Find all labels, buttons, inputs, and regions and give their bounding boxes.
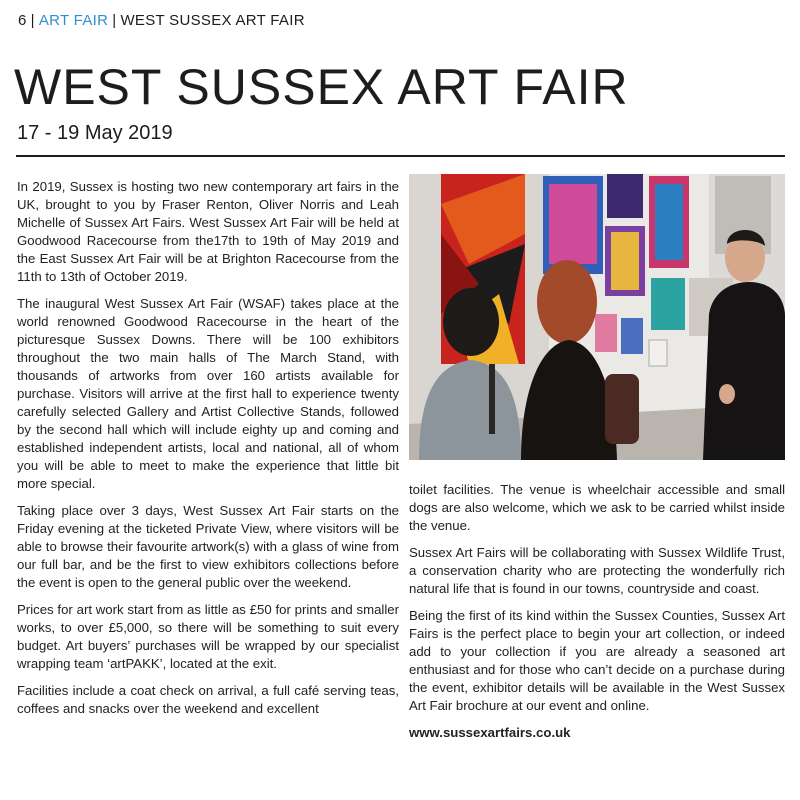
header-separator: | bbox=[30, 12, 35, 29]
paragraph: Taking place over 3 days, West Sussex Art Fair starts on the Friday evening at the ticketed Private View, where visitors will be able to browse their favourite artwork(s) with a glass of wine from our full bar, and be the first to view exhibitors collections before the event is open to the general public over the weekend. bbox=[17, 503, 399, 590]
page-number: 6 bbox=[18, 12, 27, 29]
running-header bbox=[18, 12, 305, 29]
left-column bbox=[17, 178, 399, 727]
title-divider bbox=[16, 155, 785, 157]
article-title: WEST SUSSEX ART FAIR bbox=[14, 59, 629, 115]
website-link[interactable]: www.sussexartfairs.co.uk bbox=[409, 725, 571, 740]
section-label: ART FAIR bbox=[38, 12, 109, 29]
subsection-label: WEST SUSSEX ART FAIR bbox=[120, 12, 305, 29]
art-fair-photo bbox=[409, 174, 785, 460]
paragraph: Sussex Art Fairs will be collaborating with Sussex Wildlife Trust, a conservation charity who are protecting the wonderfully rich natural life that is found in our towns, countryside and coast. bbox=[409, 545, 785, 596]
right-column bbox=[409, 481, 785, 751]
paragraph: In 2019, Sussex is hosting two new contemporary art fairs in the UK, brought to you by Fraser Renton, Oliver Norris and Leah Michelle of Sussex Art Fairs. West Sussex Art Fair will be held at Goodwood Racecourse from the17th to 19th of May 2019 and the East Sussex Art Fair will be at Brighton Racecourse from the 11th to 13th of October 2019. bbox=[17, 179, 399, 284]
header-separator: | bbox=[112, 12, 117, 29]
article-dates: 17 - 19 May 2019 bbox=[17, 122, 173, 144]
paragraph: The inaugural West Sussex Art Fair (WSAF) takes place at the world renowned Goodwood Racecourse in the heart of the picturesque Sussex Downs. There will be 100 exhibitors throughout the two main halls of The March Stand, with thousands of artworks from over 160 artists available for purchase. Visitors will arrive at the first hall to experience twenty carefully selected Gallery and Artist Collective Stands, followed by the second hall which will include eighty up and coming and established independent artists, local and national, all of whom you will be able to meet to make the experience that little bit more special. bbox=[17, 296, 399, 491]
paragraph: toilet facilities. The venue is wheelchair accessible and small dogs are also welcome, which we ask to be carried whilst inside the venue. bbox=[409, 482, 785, 533]
paragraph: Facilities include a coat check on arrival, a full café serving teas, coffees and snacks over the weekend and excellent bbox=[17, 683, 399, 716]
paragraph: Prices for art work start from as little as £50 for prints and smaller works, to over £5,000, so there will be something to suit every budget. Art buyers’ purchases will be wrapped by our specialist wrapping team ‘artPAKK’, located at the exit. bbox=[17, 602, 399, 671]
paragraph: Being the first of its kind within the Sussex Counties, Sussex Art Fairs is the perfect place to begin your art collection, or indeed add to your collection if you are already a seasoned art enthusiast and for those who can’t decide on a purchase during the event, exhibitor details will be available in the West Sussex Art Fair brochure at our event and online. bbox=[409, 608, 785, 713]
